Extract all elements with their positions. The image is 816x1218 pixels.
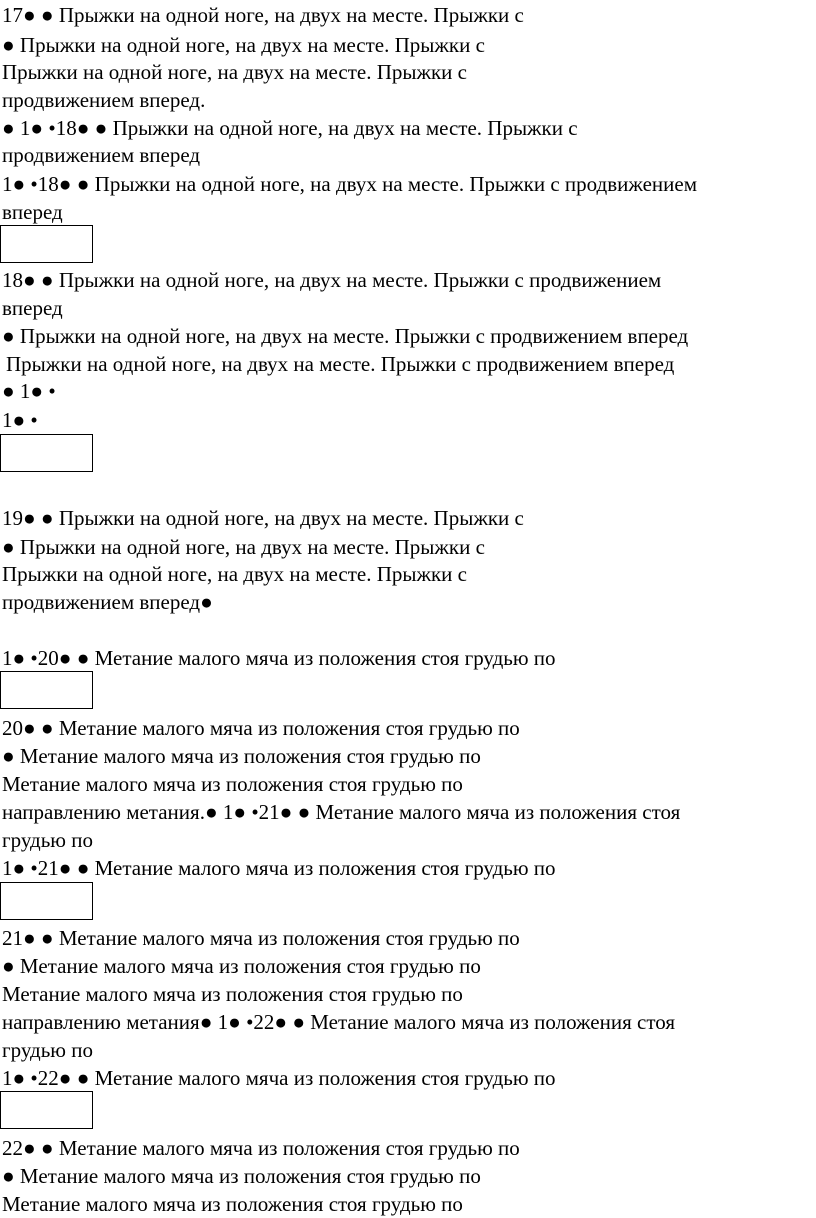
text-line: ● Метание малого мяча из положения стоя грудью по (2, 744, 481, 768)
text-line: вперед (2, 200, 63, 224)
text-line: продвижением вперед● (2, 590, 213, 614)
empty-box (0, 434, 93, 472)
text-line: Метание малого мяча из положения стоя грудью по (2, 982, 463, 1006)
text-line: 1● •21● ● Метание малого мяча из положения стоя грудью по (2, 856, 556, 880)
text-line: ● Метание малого мяча из положения стоя грудью по (2, 1164, 481, 1188)
text-line: Прыжки на одной ноге, на двух на месте. Прыжки с (2, 60, 467, 84)
text-line: ● Прыжки на одной ноге, на двух на месте. Прыжки с продвижением вперед (2, 324, 689, 348)
text-line: грудью по (2, 828, 93, 852)
text-line: ● 1● • (2, 379, 56, 403)
text-line: ● 1● •18● ● Прыжки на одной ноге, на двух на месте. Прыжки с (2, 116, 578, 140)
text-line: 1● •20● ● Метание малого мяча из положения стоя грудью по (2, 646, 556, 670)
text-line: грудью по (2, 1038, 93, 1062)
text-line: направлению метания● 1● •22● ● Метание малого мяча из положения стоя (2, 1010, 675, 1034)
text-line: 19● ● Прыжки на одной ноге, на двух на месте. Прыжки с (2, 506, 524, 530)
text-line: продвижением вперед. (2, 88, 206, 112)
text-line: Прыжки на одной ноге, на двух на месте. Прыжки с продвижением вперед (6, 352, 675, 376)
text-line: продвижением вперед (2, 143, 201, 167)
text-line: ● Прыжки на одной ноге, на двух на месте. Прыжки с (2, 535, 485, 559)
text-line: 17● ● Прыжки на одной ноге, на двух на месте. Прыжки с (2, 3, 524, 27)
empty-box (0, 225, 93, 263)
text-line: направлению метания.● 1● •21● ● Метание малого мяча из положения стоя (2, 800, 681, 824)
text-line: ● Прыжки на одной ноге, на двух на месте. Прыжки с (2, 33, 485, 57)
text-line: 20● ● Метание малого мяча из положения стоя грудью по (2, 716, 520, 740)
empty-box (0, 671, 93, 709)
empty-box (0, 1091, 93, 1129)
text-line: 18● ● Прыжки на одной ноге, на двух на месте. Прыжки с продвижением (2, 268, 662, 292)
text-line: Метание малого мяча из положения стоя грудью по (2, 1192, 463, 1216)
text-line: 1● • (2, 408, 38, 432)
text-line: ● Метание малого мяча из положения стоя грудью по (2, 954, 481, 978)
text-line: вперед (2, 296, 63, 320)
text-line: 21● ● Метание малого мяча из положения стоя грудью по (2, 926, 520, 950)
text-line: 22● ● Метание малого мяча из положения стоя грудью по (2, 1136, 520, 1160)
text-line: 1● •22● ● Метание малого мяча из положения стоя грудью по (2, 1066, 556, 1090)
text-line: Метание малого мяча из положения стоя грудью по (2, 772, 463, 796)
text-line: 1● •18● ● Прыжки на одной ноге, на двух на месте. Прыжки с продвижением (2, 172, 697, 196)
empty-box (0, 882, 93, 920)
text-line: Прыжки на одной ноге, на двух на месте. Прыжки с (2, 562, 467, 586)
